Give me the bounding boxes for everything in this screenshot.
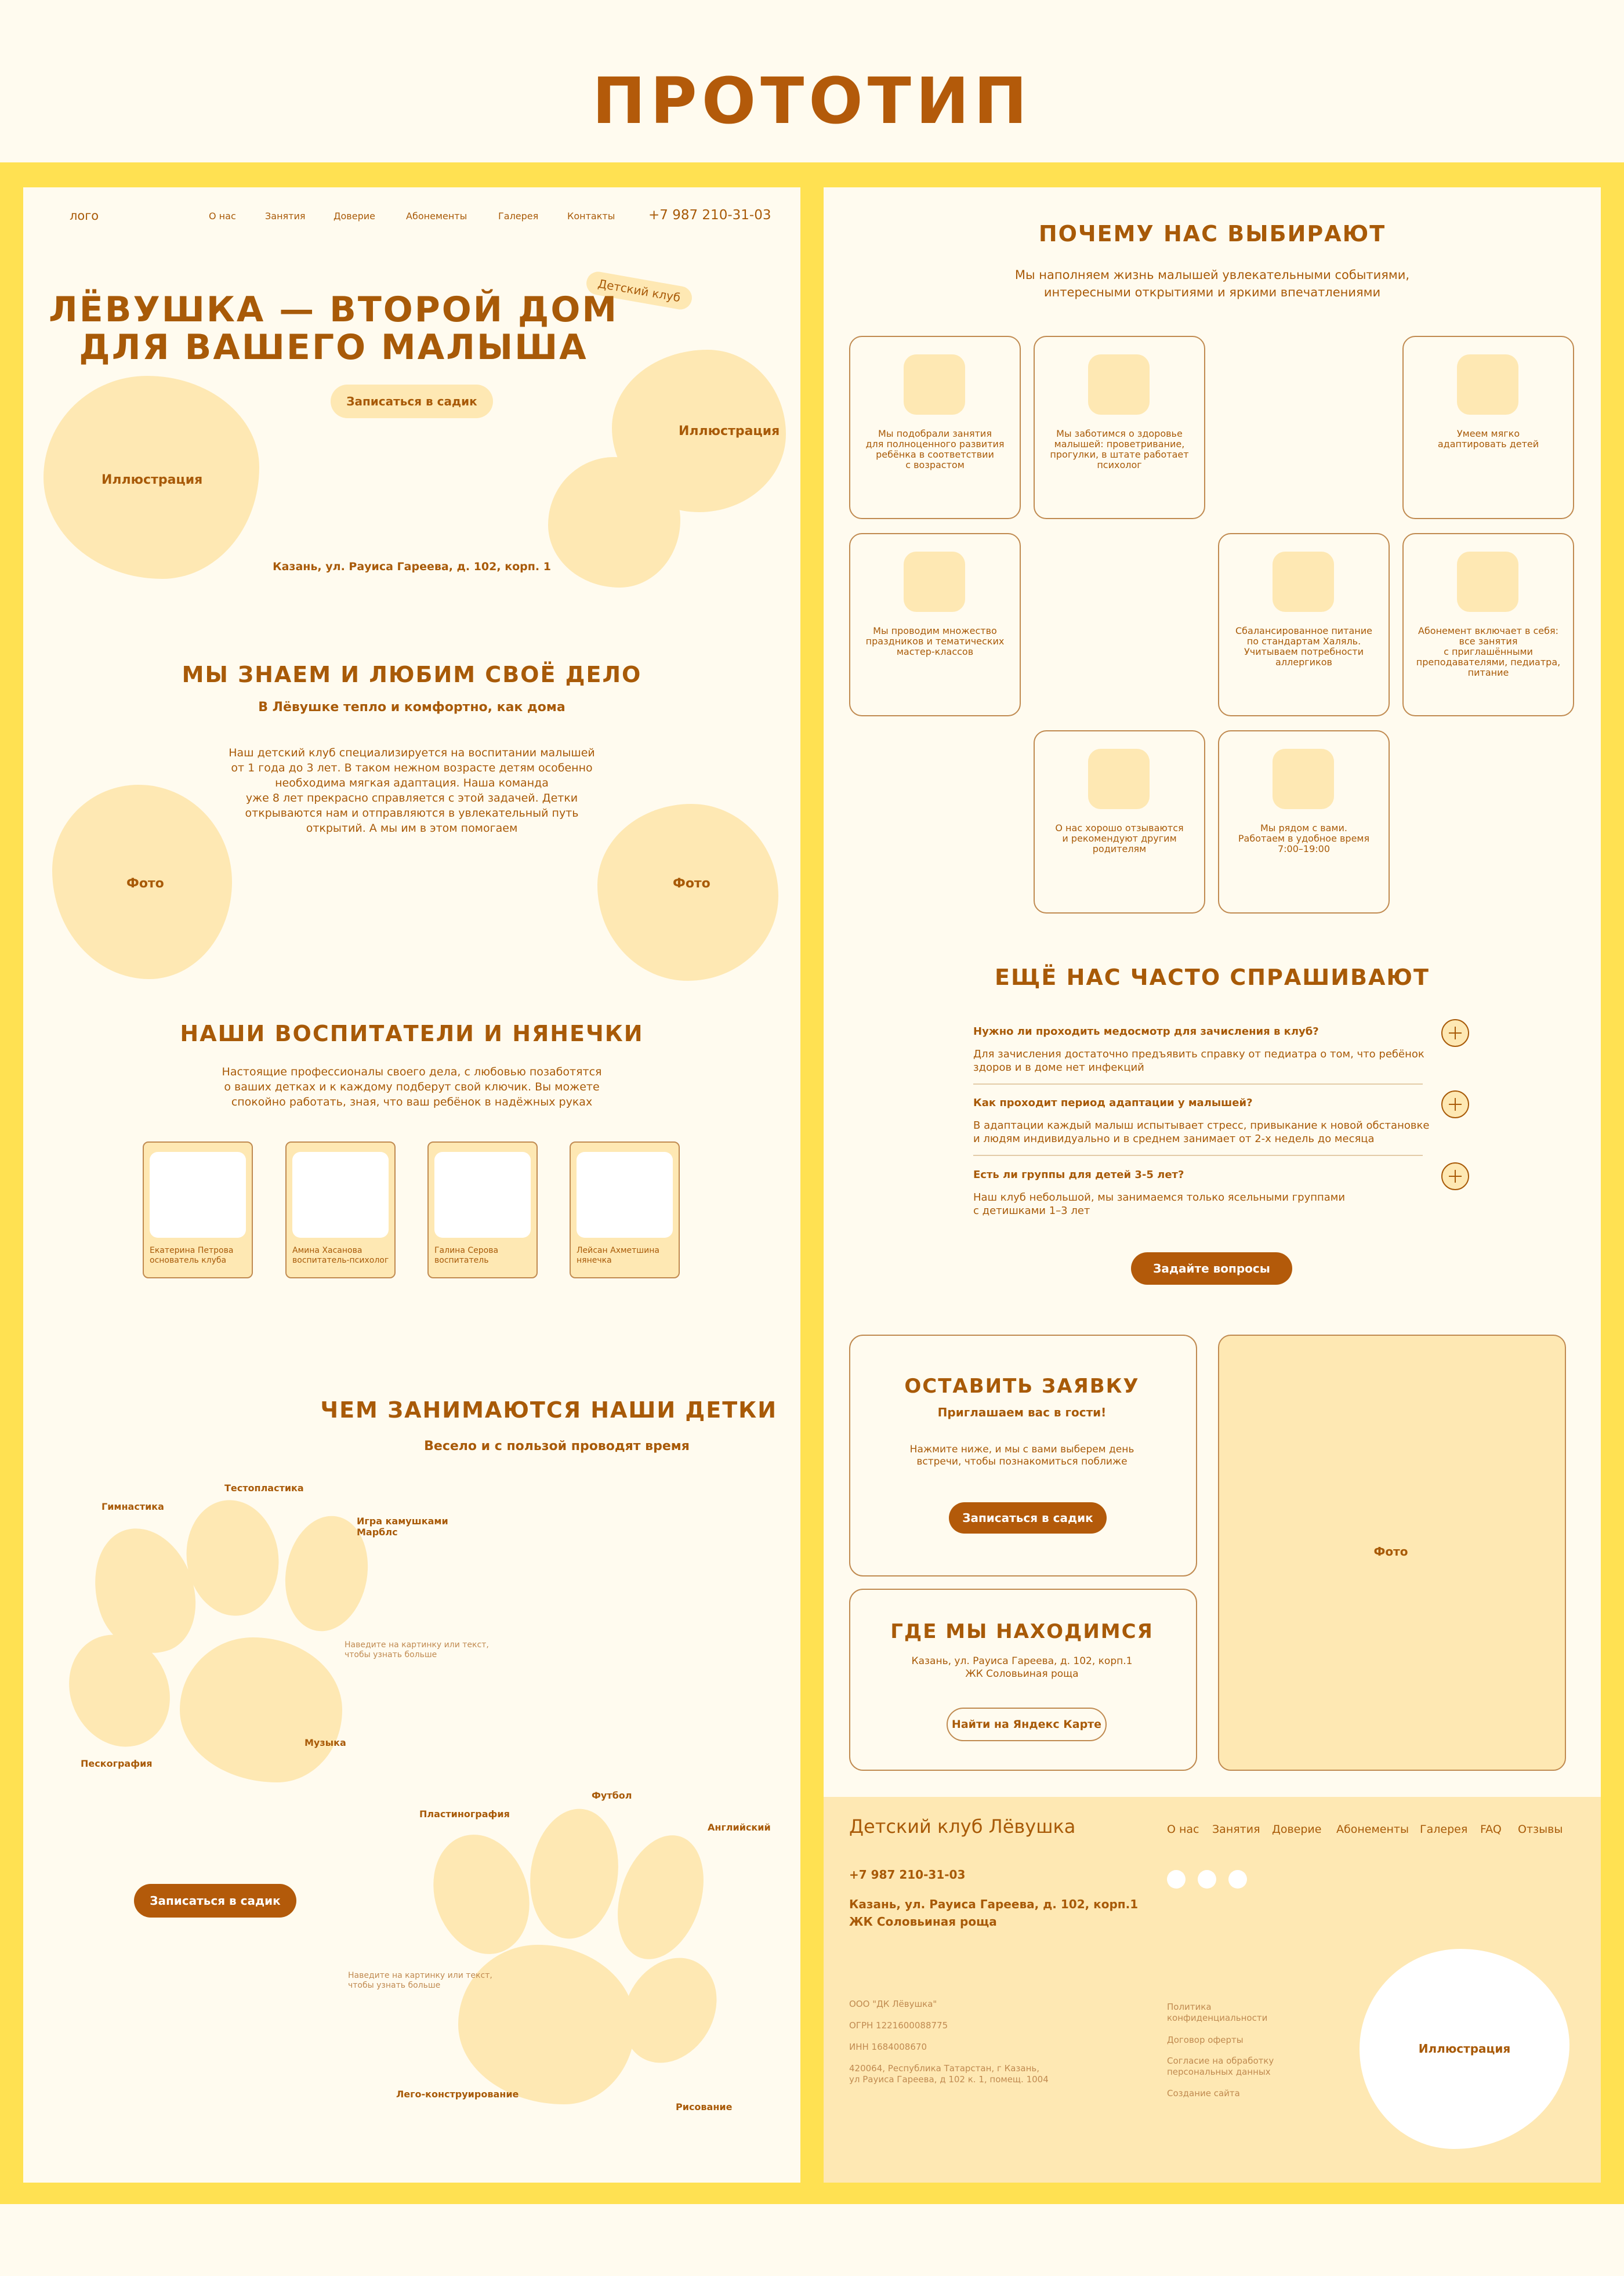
location-address: Казань, ул. Рауиса Гареева, д. 102, корп.1 ЖК Соловьиная роща	[911, 1655, 1133, 1680]
apply-enroll-button[interactable]: Записаться в садик	[949, 1502, 1107, 1534]
about-photo-right	[597, 804, 778, 981]
left-page-panel	[23, 187, 800, 2183]
teacher-info: Лейсан Ахметшина нянечка	[577, 1246, 659, 1265]
hero-title-line1: ЛЁВУШКА — ВТОРОЙ ДОМ	[48, 289, 619, 330]
teacher-photo	[150, 1152, 246, 1238]
teacher-card[interactable]	[427, 1141, 538, 1278]
nav-classes[interactable]: Занятия	[265, 211, 306, 222]
apply-subtitle: Приглашаем вас в гости!	[937, 1405, 1107, 1419]
footer-nav-gallery[interactable]: Галерея	[1420, 1823, 1468, 1836]
why-card	[1034, 336, 1205, 519]
contact-photo-label: Фото	[1373, 1545, 1408, 1559]
teacher-photo	[577, 1152, 673, 1238]
why-text: Мы наполняем жизнь малышей увлекательными событиями, интересными открытиями и яркими впечатлениями	[1014, 268, 1410, 299]
teacher-photo	[292, 1152, 389, 1238]
hero-illustration-right-label: Иллюстрация	[679, 424, 780, 438]
social-icon[interactable]	[1228, 1870, 1247, 1889]
hero-address: Казань, ул. Рауиса Гареева, д. 102, корп. 1	[273, 560, 551, 573]
teacher-info: Амина Хасанова воспитатель-психолог	[292, 1246, 389, 1265]
why-card-icon	[904, 354, 965, 415]
footer-org-name: ООО "ДК Лёвушка"	[849, 1999, 937, 2009]
hero-enroll-button[interactable]: Записаться в садик	[331, 385, 493, 418]
footer-ogrn: ОГРН 1221600088775	[849, 2020, 948, 2031]
why-card-icon	[1088, 749, 1150, 809]
activity-dough-modeling[interactable]: Тестопластика	[224, 1483, 304, 1494]
footer-legal-address: 420064, Республика Татарстан, г Казань, ул Рауиса Гареева, д 102 к. 1, помещ. 1004	[849, 2063, 1049, 2085]
why-card-text: Мы проводим множество праздников и тематических мастер-классов	[865, 625, 1005, 657]
footer-site-credit-link[interactable]: Создание сайта	[1167, 2088, 1240, 2099]
logo[interactable]: лого	[70, 209, 99, 223]
why-card	[849, 336, 1021, 519]
faq-divider	[973, 1083, 1423, 1085]
faq-question[interactable]: Как проходит период адаптации у малышей?	[973, 1097, 1253, 1109]
paw2-hint: Наведите на картинку или текст, чтобы узнать больше	[348, 1971, 492, 1990]
paw-pad-lego[interactable]	[458, 1945, 635, 2104]
nav-subscriptions[interactable]: Абонементы	[406, 211, 467, 222]
footer-nav-reviews[interactable]: Отзывы	[1518, 1823, 1563, 1836]
teacher-card[interactable]	[143, 1141, 253, 1278]
footer	[824, 1797, 1601, 2183]
bottom-band	[0, 2204, 1624, 2276]
footer-nav-faq[interactable]: FAQ	[1480, 1823, 1502, 1836]
nav-phone[interactable]: +7 987 210-31-03	[648, 208, 771, 223]
footer-nav-subscriptions[interactable]: Абонементы	[1336, 1823, 1409, 1836]
why-card-icon	[1457, 552, 1518, 612]
social-icon[interactable]	[1167, 1870, 1186, 1889]
apply-title: ОСТАВИТЬ ЗАЯВКУ	[904, 1375, 1140, 1398]
footer-consent-link[interactable]: Согласие на обработку персональных данных	[1167, 2056, 1274, 2077]
about-subtitle: В Лёвушке тепло и комфортно, как дома	[258, 700, 566, 715]
paw-toe-football[interactable]	[522, 1803, 626, 1945]
why-card	[1034, 730, 1205, 914]
footer-nav-trust[interactable]: Доверие	[1272, 1823, 1322, 1836]
nav-trust[interactable]: Доверие	[334, 211, 375, 222]
footer-address: Казань, ул. Рауиса Гареева, д. 102, корп.1 ЖК Соловьиная роща	[849, 1897, 1139, 1929]
why-card-text: О нас хорошо отзываются и рекомендуют другим родителям	[1055, 822, 1184, 854]
why-card-icon	[1273, 552, 1334, 612]
faq-toggle-plus-icon[interactable]	[1441, 1090, 1469, 1118]
nav-about[interactable]: О нас	[209, 211, 236, 222]
paw-toe-plasticine[interactable]	[418, 1822, 544, 1966]
hero-badge: Детский клуб	[585, 270, 694, 311]
social-icon[interactable]	[1198, 1870, 1216, 1889]
why-card-icon	[1273, 749, 1334, 809]
why-card-text: Умеем мягко адаптировать детей	[1437, 428, 1539, 450]
activity-lego[interactable]: Лего-конструирование	[396, 2089, 519, 2100]
about-photo-left-label: Фото	[126, 876, 164, 891]
activity-marbles[interactable]: Игра камушками Марблс	[357, 1516, 448, 1538]
footer-brand[interactable]: Детский клуб Лёвушка	[849, 1815, 1076, 1838]
why-card	[849, 533, 1021, 716]
about-text: Наш детский клуб специализируется на воспитании малышей от 1 года до 3 лет. В таком нежном возрасте детям особенно необходима мягкая адаптация. Наша команда уже 8 лет прекрасно справляется с этой задачей. Детки открываются нам и отправляются в увлекательный путь открытий. А мы им в этом помогаем	[229, 746, 595, 835]
paw-toe-english[interactable]	[603, 1824, 718, 1970]
activity-english[interactable]: Английский	[708, 1822, 771, 1833]
teacher-card[interactable]	[570, 1141, 680, 1278]
why-card	[1402, 533, 1574, 716]
footer-privacy-link[interactable]: Политика конфиденциальности	[1167, 2002, 1268, 2023]
faq-toggle-plus-icon[interactable]	[1441, 1019, 1469, 1047]
faq-question[interactable]: Есть ли группы для детей 3-5 лет?	[973, 1169, 1184, 1181]
why-card-text: Мы подобрали занятия для полноценного развития ребёнка в соответствии с возрастом	[865, 428, 1005, 470]
why-card-text: Мы заботимся о здоровье малышей: проветривание, прогулки, в штате работает психолог	[1050, 428, 1189, 470]
footer-phone[interactable]: +7 987 210-31-03	[849, 1868, 966, 1882]
teachers-text: Настоящие профессионалы своего дела, с любовью позаботятся о ваших детках и к каждому подберут свой ключик. Вы можете спокойно работать, зная, что ваш ребёнок в надёжных руках	[222, 1065, 602, 1108]
footer-nav-about[interactable]: О нас	[1167, 1823, 1199, 1836]
activities-title: ЧЕМ ЗАНИМАЮТСЯ НАШИ ДЕТКИ	[320, 1397, 777, 1423]
faq-answer: В адаптации каждый малыш испытывает стресс, привыкание к новой обстановке и людям индивидуально и в среднем занимает от 2-х недель до месяца	[973, 1119, 1430, 1145]
why-card-icon	[1457, 354, 1518, 415]
faq-answer: Наш клуб небольшой, мы занимаемся только ясельными группами с детишками 1–3 лет	[973, 1191, 1346, 1217]
teacher-info: Екатерина Петрова основатель клуба	[150, 1246, 234, 1265]
why-card-text: Мы рядом с вами. Работаем в удобное время 7:00–19:00	[1238, 822, 1370, 854]
why-card-icon	[904, 552, 965, 612]
faq-toggle-plus-icon[interactable]	[1441, 1162, 1469, 1190]
teachers-title: НАШИ ВОСПИТАТЕЛИ И НЯНЕЧКИ	[180, 1021, 644, 1046]
activities-subtitle: Весело и с пользой проводят время	[424, 1439, 690, 1454]
faq-title: ЕЩЁ НАС ЧАСТО СПРАШИВАЮТ	[995, 965, 1430, 990]
nav-gallery[interactable]: Галерея	[498, 211, 539, 222]
yandex-map-button[interactable]: Найти на Яндекс Карте	[947, 1708, 1107, 1741]
activity-drawing[interactable]: Рисование	[676, 2101, 733, 2112]
hero-illustration-left-label: Иллюстрация	[102, 473, 203, 487]
footer-offer-link[interactable]: Договор оферты	[1167, 2035, 1244, 2045]
activity-plasticine[interactable]: Пластинография	[419, 1809, 510, 1820]
faq-divider	[973, 1155, 1423, 1156]
teacher-card[interactable]	[285, 1141, 396, 1278]
why-card	[1402, 336, 1574, 519]
teacher-info: Галина Серова воспитатель	[434, 1246, 499, 1265]
activity-football[interactable]: Футбол	[592, 1790, 632, 1801]
why-card	[1218, 730, 1390, 914]
teacher-photo	[434, 1152, 531, 1238]
faq-question[interactable]: Нужно ли проходить медосмотр для зачисления в клуб?	[973, 1025, 1319, 1038]
apply-text: Нажмите ниже, и мы с вами выберем день встречи, чтобы познакомиться поближе	[909, 1444, 1134, 1467]
ask-questions-button[interactable]: Задайте вопросы	[1131, 1252, 1292, 1285]
footer-illustration-label: Иллюстрация	[1418, 2042, 1511, 2056]
faq-answer: Для зачисления достаточно предъявить справку от педиатра о том, что ребёнок здоров и в доме нет инфекций	[973, 1048, 1424, 1074]
about-photo-right-label: Фото	[673, 876, 710, 891]
activity-gymnastics[interactable]: Гимнастика	[102, 1501, 164, 1512]
activity-sand-art[interactable]: Пескография	[81, 1758, 153, 1769]
why-card	[1218, 533, 1390, 716]
why-title: ПОЧЕМУ НАС ВЫБИРАЮТ	[1038, 221, 1386, 247]
why-card-text: Абонемент включает в себя: все занятия с приглашёнными преподавателями, педиатра, питание	[1416, 625, 1561, 678]
about-title: МЫ ЗНАЕМ И ЛЮБИМ СВОЁ ДЕЛО	[182, 662, 642, 687]
why-card-text: Сбалансированное питание по стандартам Халяль. Учитываем потребности аллергиков	[1235, 625, 1373, 668]
activities-enroll-button[interactable]: Записаться в садик	[134, 1884, 296, 1918]
nav-contacts[interactable]: Контакты	[567, 211, 615, 222]
location-title: ГДЕ МЫ НАХОДИМСЯ	[890, 1620, 1154, 1643]
why-card-icon	[1088, 354, 1150, 415]
footer-inn: ИНН 1684008670	[849, 2042, 927, 2052]
prototype-title: ПРОТОТИП	[592, 64, 1032, 138]
activity-music[interactable]: Музыка	[304, 1737, 346, 1748]
paw1-hint: Наведите на картинку или текст, чтобы узнать больше	[345, 1640, 489, 1659]
footer-nav-classes[interactable]: Занятия	[1212, 1823, 1260, 1836]
hero-title-line2: ДЛЯ ВАШЕГО МАЛЫША	[79, 327, 588, 368]
paw-pad-music[interactable]	[180, 1637, 342, 1782]
